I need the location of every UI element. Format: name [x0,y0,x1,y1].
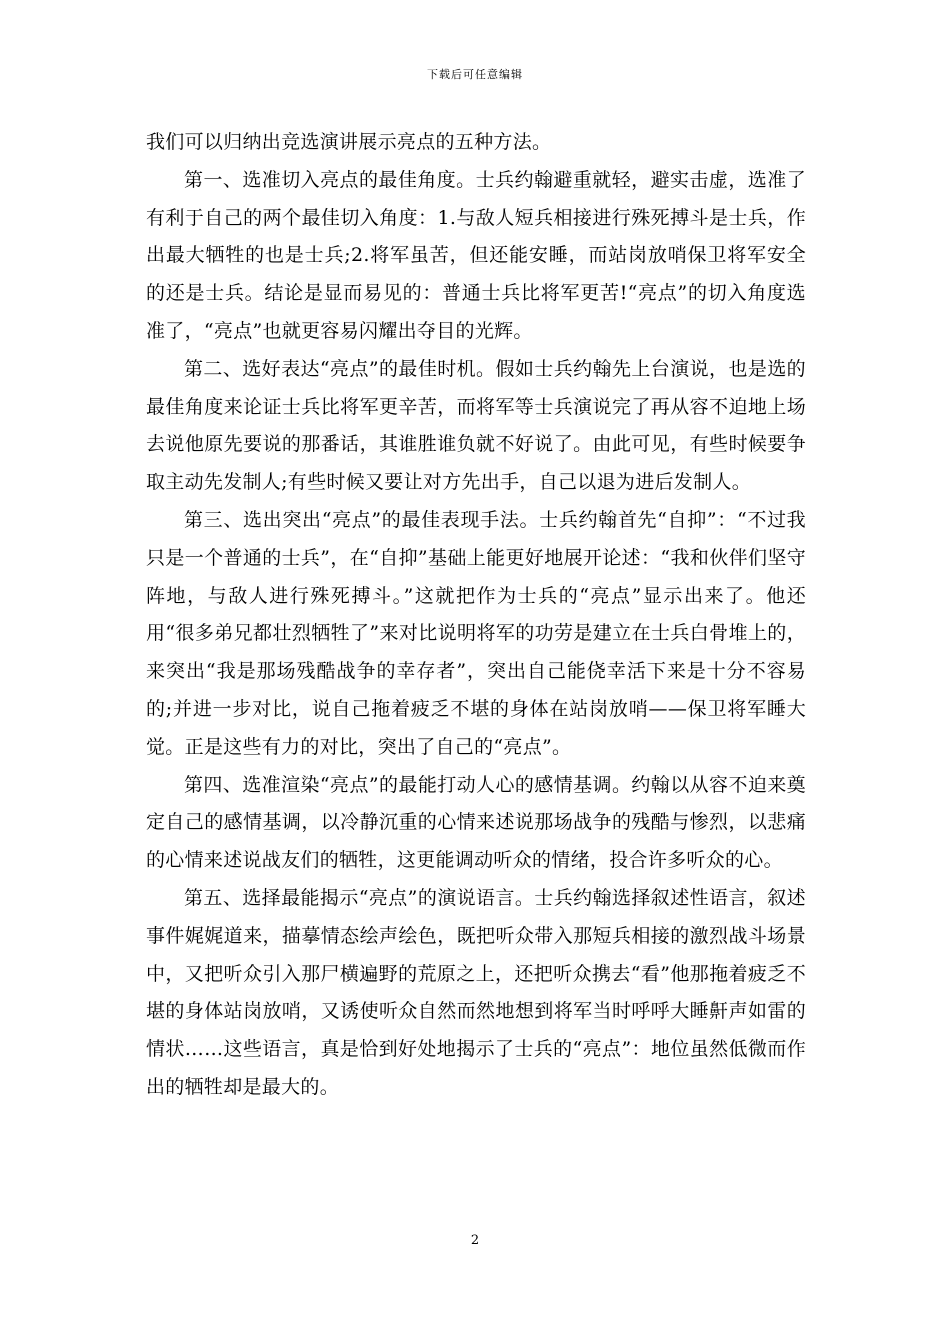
paragraph-method-1: 第一、选准切入亮点的最佳角度。士兵约翰避重就轻，避实击虚，选准了有利于自己的两个最佳切入角度：1.与敌人短兵相接进行殊死搏斗是士兵，作出最大牺牲的也是士兵;2.将军虽苦，但还能安睡，而站岗放哨保卫将军安全的还是士兵。结论是显而易见的：普通士兵比将军更苦!“亮点”的切入角度选准了，“亮点”也就更容易闪耀出夺目的光辉。 [146,168,806,342]
paragraph-method-4: 第四、选准渲染“亮点”的最能打动人心的感情基调。约翰以从容不迫来奠定自己的感情基调，以冷静沉重的心情来述说那场战争的残酷与惨烈，以悲痛的心情来述说战友们的牺牲，这更能调动听众的情绪，投合许多听众的心。 [146,773,806,872]
paragraph-method-3: 第三、选出突出“亮点”的最佳表现手法。士兵约翰首先“自抑”：“不过我只是一个普通的士兵”，在“自抑”基础上能更好地展开论述：“我和伙伴们坚守阵地，与敌人进行殊死搏斗。”这就把作为士兵的“亮点”显示出来了。他还用“很多弟兄都壮烈牺牲了”来对比说明将军的功劳是建立在士兵白骨堆上的，来突出“我是那场残酷战争的幸存者”，突出自己能侥幸活下来是十分不容易的;并进一步对比，说自己拖着疲乏不堪的身体在站岗放哨——保卫将军睡大觉。正是这些有力的对比，突出了自己的“亮点”。 [146,508,806,758]
paragraph-method-5: 第五、选择最能揭示“亮点”的演说语言。士兵约翰选择叙述性语言，叙述事件娓娓道来，描摹情态绘声绘色，既把听众带入那短兵相接的激烈战斗场景中，又把听众引入那尸横遍野的荒原之上，还把听众携去“看”他那拖着疲乏不堪的身体站岗放哨，又诱使听众自然而然地想到将军当时呼呼大睡鼾声如雷的情状……这些语言，真是恰到好处地揭示了士兵的“亮点”：地位虽然低微而作出的牺牲却是最大的。 [146,886,806,1098]
document-body [146,124,806,1107]
page-header: 下载后可任意编辑 [427,68,523,81]
page-number: 2 [470,1233,480,1248]
paragraph-intro: 我们可以归纳出竞选演讲展示亮点的五种方法。 [146,131,552,153]
paragraph-method-2: 第二、选好表达“亮点”的最佳时机。假如士兵约翰先上台演说，也是选的最佳角度来论证士兵比将军更辛苦，而将军等士兵演说完了再从容不迫地上场去说他原先要说的那番话，其谁胜谁负就不好说了。由此可见，有些时候要争取主动先发制人;有些时候又要让对方先出手，自己以退为进后发制人。 [146,357,806,494]
